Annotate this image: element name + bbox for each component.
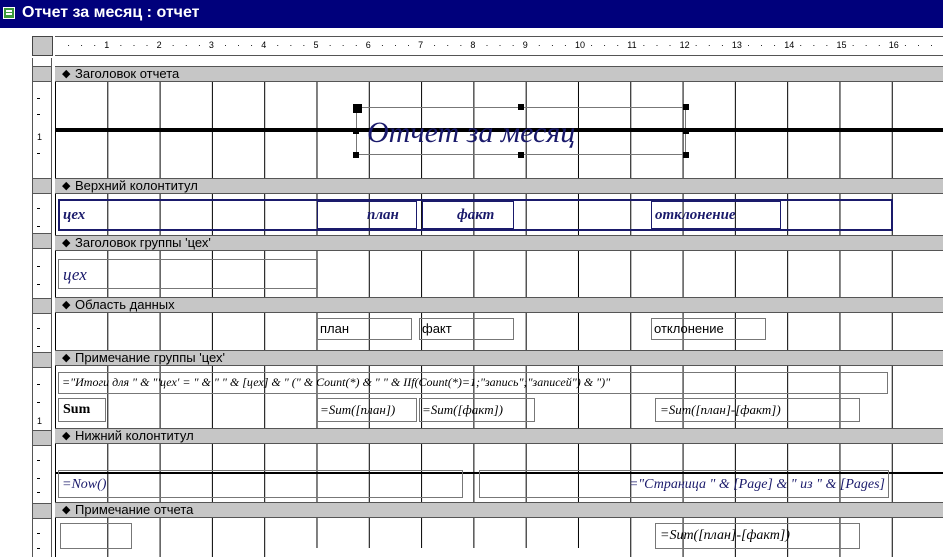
- section-arrow-icon: ◆: [62, 68, 71, 80]
- render-gap: [290, 548, 630, 557]
- ruler-dot: ·: [237, 40, 241, 50]
- section-label: Заголовок группы 'цех': [75, 235, 211, 250]
- ruler-dot: ·: [760, 40, 764, 50]
- section-label: Область данных: [75, 297, 175, 312]
- section-label: Примечание отчета: [75, 502, 194, 517]
- ruler-dot: ·: [119, 40, 123, 50]
- deviation-field-text: отклонение: [654, 321, 724, 336]
- report-title-label[interactable]: [356, 107, 686, 155]
- ruler-tick-label: 2: [156, 40, 162, 50]
- ruler-dot: ·: [459, 40, 463, 50]
- ruler-dot: ·: [132, 40, 136, 50]
- ruler-dot: ·: [616, 40, 620, 50]
- section-label: Верхний колонтитул: [75, 178, 198, 193]
- ruler-dot: ·: [603, 40, 607, 50]
- ruler-dot: ·: [250, 40, 254, 50]
- section-arrow-icon: ◆: [62, 430, 71, 442]
- ruler-dot: ·: [446, 40, 450, 50]
- section-label: Нижний колонтитул: [75, 428, 194, 443]
- horizontal-ruler: [55, 36, 943, 56]
- ruler-tick-label: 3: [208, 40, 214, 50]
- ruler-dot: ·: [511, 40, 515, 50]
- section-page-footer-bar[interactable]: [55, 428, 943, 444]
- ruler-dot: ·: [485, 40, 489, 50]
- vruler-section-marker: [33, 352, 51, 368]
- ruler-dot: ·: [550, 40, 554, 50]
- ruler-dot: ·: [694, 40, 698, 50]
- ruler-dot: ·: [433, 40, 437, 50]
- detail-band[interactable]: [55, 313, 943, 350]
- resize-handle[interactable]: [353, 152, 359, 158]
- section-group-footer-bar[interactable]: [55, 350, 943, 366]
- header-label-deviation[interactable]: отклонение: [655, 207, 736, 223]
- vruler-section-marker: [33, 430, 51, 446]
- sum-fact-field[interactable]: [419, 398, 535, 422]
- section-arrow-icon: ◆: [62, 504, 71, 516]
- resize-handle[interactable]: [683, 128, 689, 134]
- ruler-dot: ·: [563, 40, 567, 50]
- ruler-tick-label: 12: [679, 40, 690, 50]
- report-sum-deviation-field[interactable]: [655, 523, 860, 549]
- ruler-tick-label: 14: [784, 40, 795, 50]
- fact-field[interactable]: [419, 318, 514, 340]
- plan-label-frame: [317, 201, 417, 229]
- section-group-header-bar[interactable]: [55, 235, 943, 251]
- ruler-dot: ·: [184, 40, 188, 50]
- section-report-header-bar[interactable]: [55, 66, 943, 82]
- resize-handle[interactable]: [683, 152, 689, 158]
- ruler-dot: ·: [655, 40, 659, 50]
- ruler-tick-label: 11: [627, 40, 637, 50]
- report-footer-empty-field[interactable]: [60, 523, 132, 549]
- group-footer-band[interactable]: [55, 366, 943, 428]
- ruler-dot: ·: [668, 40, 672, 50]
- ruler-tick-label: 1: [104, 40, 110, 50]
- sum-label-text: Sum: [63, 402, 91, 417]
- page-footer-band[interactable]: [55, 444, 943, 502]
- window-titlebar[interactable]: [0, 0, 943, 28]
- ruler-dot: ·: [380, 40, 384, 50]
- summary-expression-text: ="Итоги для " & "'цех' = " & " " & [цех] & " (" & Count(*) & " " & IIf(Count(*)=1;"запись";"записей") & ")": [62, 375, 611, 389]
- page-header-band[interactable]: [55, 194, 943, 235]
- section-label: Примечание группы 'цех': [75, 350, 225, 365]
- ruler-tick-label: 7: [418, 40, 424, 50]
- sum-plan-field[interactable]: [317, 398, 417, 422]
- ruler-dot: ·: [171, 40, 175, 50]
- ruler-tick-label: 15: [836, 40, 847, 50]
- page-number-expression-field[interactable]: [479, 470, 889, 498]
- page-number-expression-text: ="Страница " & [Page] & " из " & [Pages]: [628, 477, 885, 492]
- section-arrow-icon: ◆: [62, 352, 71, 364]
- ruler-dot: ·: [537, 40, 541, 50]
- workshop-field-text: цех: [63, 265, 87, 284]
- ruler-dot: ·: [145, 40, 149, 50]
- vertical-ruler: 1 1: [32, 58, 52, 557]
- sum-deviation-text: =Sum([план]-[факт]): [660, 402, 781, 417]
- section-detail-bar[interactable]: [55, 297, 943, 313]
- ruler-dot: ·: [276, 40, 280, 50]
- vruler-section-marker: [33, 233, 51, 249]
- ruler-dot: ·: [93, 40, 97, 50]
- ruler-dot: ·: [590, 40, 594, 50]
- ruler-dot: ·: [289, 40, 293, 50]
- ruler-dot: ·: [930, 40, 934, 50]
- fact-field-text: факт: [422, 321, 452, 336]
- ruler-dot: ·: [302, 40, 306, 50]
- deviation-field[interactable]: [651, 318, 766, 340]
- sum-deviation-field[interactable]: [655, 398, 860, 422]
- section-report-footer-bar[interactable]: [55, 502, 943, 518]
- ruler-dot: ·: [223, 40, 227, 50]
- section-label: Заголовок отчета: [75, 66, 180, 81]
- vruler-section-marker: [33, 298, 51, 314]
- header-label-fact[interactable]: факт: [457, 207, 495, 223]
- plan-field[interactable]: [317, 318, 412, 340]
- group-header-band[interactable]: [55, 251, 943, 297]
- window-title: Отчет за месяц : отчет: [22, 4, 200, 21]
- report-header-band[interactable]: [55, 82, 943, 178]
- ruler-dot: ·: [825, 40, 829, 50]
- ruler-tick-label: 6: [365, 40, 371, 50]
- section-arrow-icon: ◆: [62, 180, 71, 192]
- report-title-text: Отчет за месяц: [367, 116, 576, 149]
- ruler-dot: ·: [812, 40, 816, 50]
- ruler-dot: ·: [903, 40, 907, 50]
- now-expression-field[interactable]: [58, 470, 463, 498]
- select-report-button[interactable]: [32, 36, 53, 56]
- ruler-dot: ·: [197, 40, 201, 50]
- ruler-dot: ·: [877, 40, 881, 50]
- header-label-plan[interactable]: план: [367, 207, 399, 223]
- ruler-dot: ·: [773, 40, 777, 50]
- ruler-dot: ·: [851, 40, 855, 50]
- ruler-dot: ·: [407, 40, 411, 50]
- ruler-dot: ·: [720, 40, 724, 50]
- ruler-tick-label: 9: [522, 40, 528, 50]
- ruler-dot: ·: [328, 40, 332, 50]
- sum-plan-text: =Sum([план]): [320, 402, 396, 417]
- ruler-dot: ·: [799, 40, 803, 50]
- ruler-dot: ·: [393, 40, 397, 50]
- now-expression-text: =Now(): [62, 477, 107, 492]
- resize-handle[interactable]: [518, 104, 524, 110]
- ruler-dot: ·: [642, 40, 646, 50]
- ruler-tick-label: 8: [470, 40, 476, 50]
- ruler-tick-label: 13: [731, 40, 742, 50]
- move-handle[interactable]: [353, 104, 362, 113]
- ruler-dot: ·: [354, 40, 358, 50]
- plan-field-text: план: [320, 321, 350, 336]
- summary-expression-field[interactable]: [58, 372, 888, 394]
- ruler-dot: ·: [707, 40, 711, 50]
- ruler-tick-label: 10: [575, 40, 586, 50]
- ruler-tick-label: 4: [261, 40, 267, 50]
- workshop-field-box[interactable]: [58, 259, 318, 289]
- resize-handle[interactable]: [353, 128, 359, 134]
- ruler-dot: ·: [498, 40, 502, 50]
- header-label-workshop[interactable]: цех: [63, 207, 86, 223]
- section-arrow-icon: ◆: [62, 237, 71, 249]
- vruler-section-marker: [33, 178, 51, 194]
- sum-fact-text: =Sum([факт]): [422, 402, 503, 417]
- fact-label-frame: [422, 201, 514, 229]
- vruler-section-marker: [33, 503, 51, 519]
- sum-label[interactable]: [58, 398, 106, 422]
- vruler-section-marker: [33, 66, 51, 82]
- ruler-dot: ·: [80, 40, 84, 50]
- report-icon: [3, 7, 15, 19]
- ruler-dot: ·: [746, 40, 750, 50]
- section-arrow-icon: ◆: [62, 299, 71, 311]
- ruler-dot: ·: [67, 40, 71, 50]
- resize-handle[interactable]: [683, 104, 689, 110]
- ruler-tick-label: 5: [313, 40, 319, 50]
- ruler-tick-label: 16: [888, 40, 899, 50]
- report-sum-deviation-text: =Sum([план]-[факт]): [660, 528, 790, 543]
- ruler-dot: ·: [341, 40, 345, 50]
- deviation-label-frame: [651, 201, 781, 229]
- resize-handle[interactable]: [518, 152, 524, 158]
- ruler-dot: ·: [864, 40, 868, 50]
- report-footer-band[interactable]: [55, 518, 943, 557]
- section-page-header-bar[interactable]: [55, 178, 943, 194]
- ruler-dot: ·: [916, 40, 920, 50]
